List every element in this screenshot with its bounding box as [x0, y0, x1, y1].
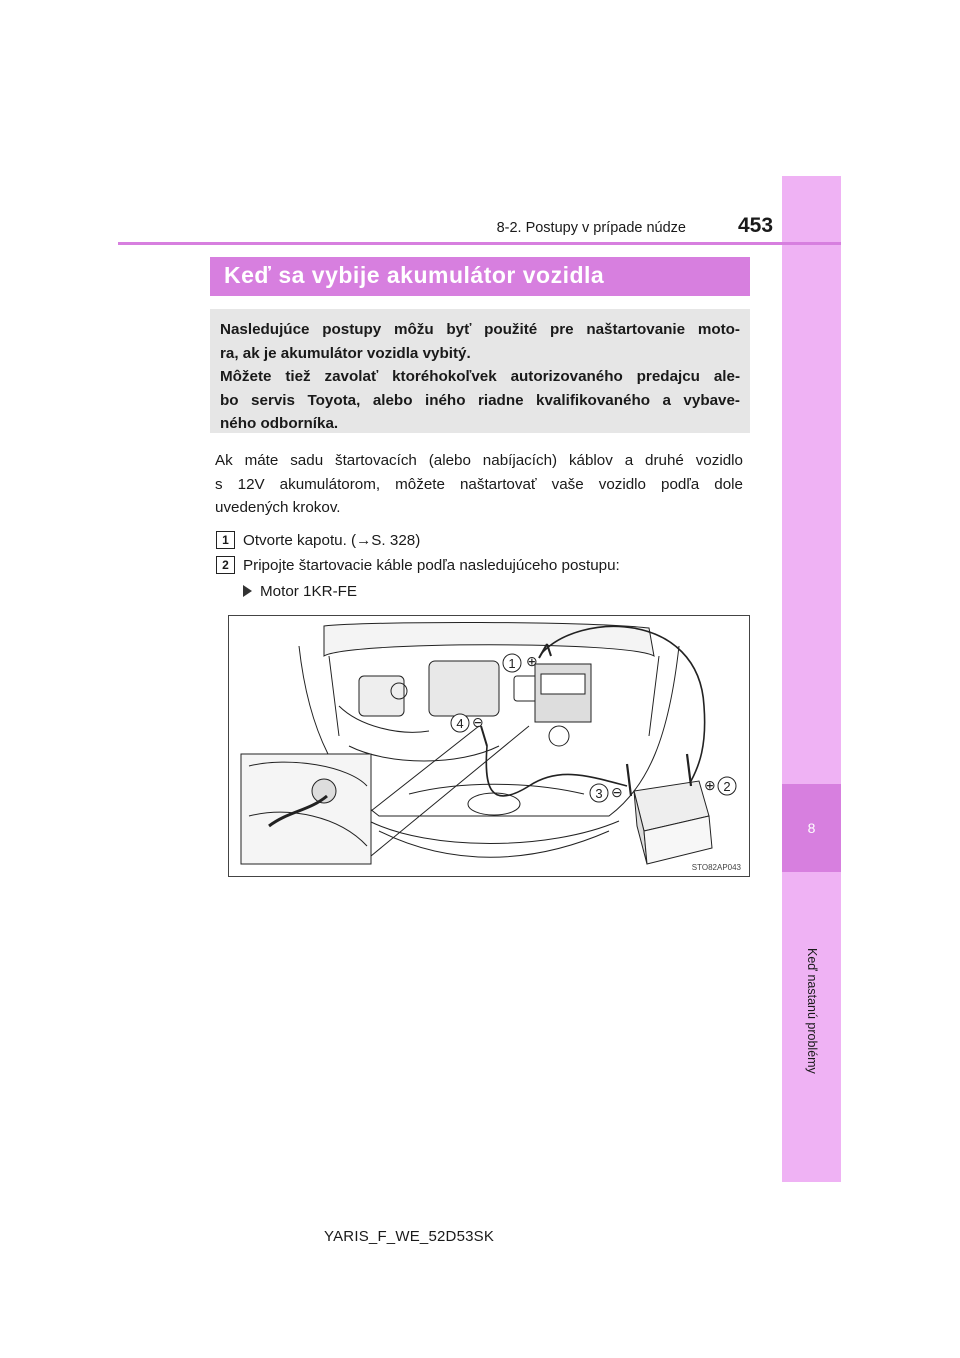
callout-2: 2 — [723, 779, 731, 794]
callout-3: 3 — [595, 786, 603, 801]
step-text: Otvorte kapotu. (→S. 328) — [243, 532, 421, 549]
plus-icon: ⊕ — [704, 777, 716, 793]
body-line: s 12V akumulátorom, môžete naštartovať vaše vozidlo podľa dole — [215, 475, 743, 493]
chapter-title: Keď nastanú problémy — [805, 948, 819, 1074]
body-paragraph — [215, 449, 743, 520]
header-divider — [118, 242, 841, 245]
intro-line: Môžete tiež zavolať ktoréhokoľvek autorizovaného predajcu ale- — [220, 368, 740, 385]
intro-line: bo servis Toyota, alebo iného riadne kvalifikovaného a vybave- — [220, 391, 740, 409]
page-number: 453 — [738, 214, 774, 237]
jump-start-illustration — [228, 615, 750, 877]
step-number: 1 — [216, 531, 235, 549]
callout-1: 1 — [508, 656, 516, 671]
body-line: uvedených krokov. — [215, 499, 341, 516]
chapter-number: 8 — [807, 820, 816, 836]
intro-line: ra, ak je akumulátor vozidla vybitý. — [220, 344, 471, 362]
figure-code: STO82AP043 — [691, 863, 741, 872]
step-text: Pripojte štartovacie káble podľa nasledujúceho postupu: — [243, 557, 620, 574]
document-code: YARIS_F_WE_52D53SK — [324, 1228, 495, 1245]
engine-bay-illustration — [229, 616, 749, 876]
section-title: Keď sa vybije akumulátor vozidla — [224, 262, 605, 288]
plus-icon: ⊕ — [526, 653, 538, 669]
intro-line: ného odborníka. — [220, 415, 339, 432]
section-title-bar — [210, 257, 750, 296]
intro-box — [210, 309, 750, 433]
section-reference: 8-2. Postupy v prípade núdze — [496, 220, 686, 236]
step-number: 2 — [216, 556, 235, 574]
callout-4: 4 — [456, 716, 464, 731]
sub-bullet — [243, 583, 357, 600]
sub-bullet-text: Motor 1KR-FE — [260, 583, 358, 600]
triangle-bullet-icon — [243, 585, 252, 597]
minus-icon: ⊖ — [472, 714, 484, 730]
intro-line: Nasledujúce postupy môžu byť použité pre naštartovanie moto- — [220, 321, 740, 338]
body-line: Ak máte sadu štartovacích (alebo nabíjacích) káblov a druhé vozidlo — [215, 452, 743, 469]
minus-icon: ⊖ — [611, 784, 623, 800]
